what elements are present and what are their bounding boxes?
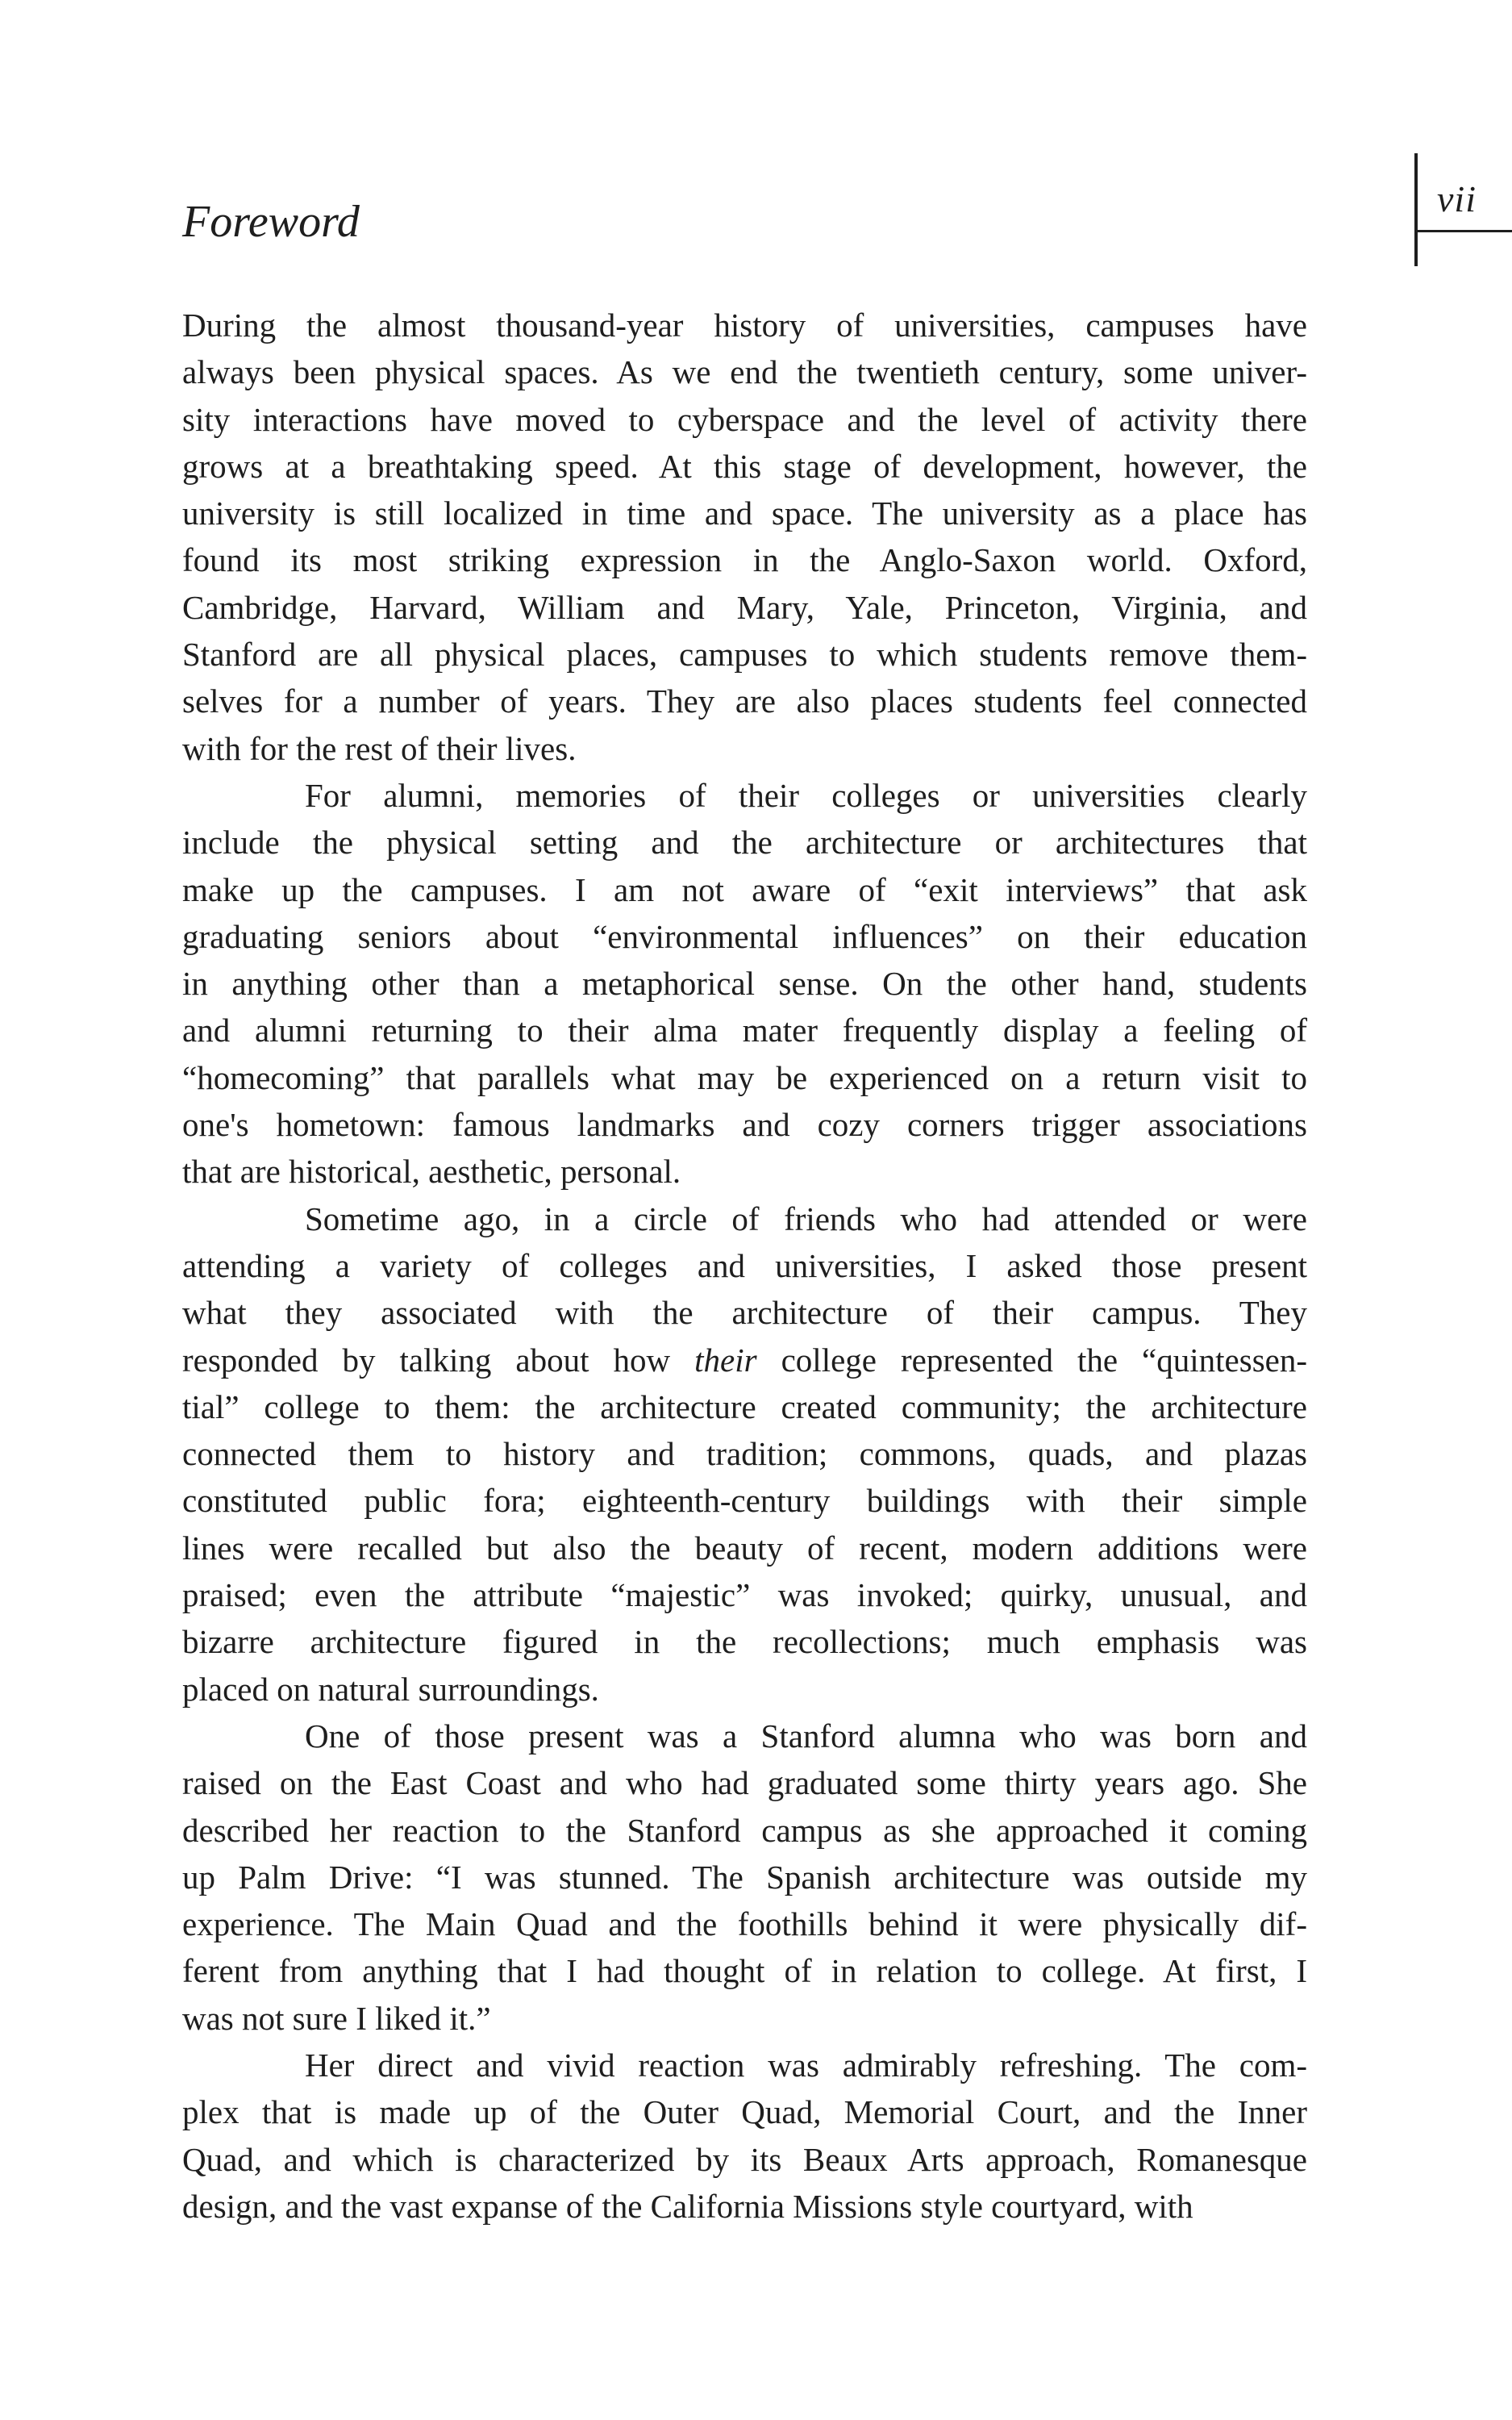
paragraph-line: One of those present was a Stanford alumna who was born and — [305, 1717, 1307, 1754]
paragraph-line: up Palm Drive: “I was stunned. The Spanish architecture was outside my — [182, 1858, 1307, 1896]
paragraph — [182, 772, 1307, 1195]
paragraph-line: experience. The Main Quad and the foothills behind it were physically dif- — [182, 1905, 1307, 1943]
paragraph-line: connected them to history and tradition; commons, quads, and plazas — [182, 1435, 1307, 1473]
paragraph-line: Quad, and which is characterized by its Beaux Arts approach, Romanesque — [182, 2140, 1307, 2178]
paragraph-line: and alumni returning to their alma mater frequently display a feeling of — [182, 1012, 1307, 1049]
paragraph-line: one's hometown: famous landmarks and cozy corners trigger associations — [182, 1106, 1307, 1144]
folio-rule-horizontal — [1414, 230, 1512, 232]
paragraph-line: sity interactions have moved to cyberspace and the level of activity there — [182, 400, 1307, 438]
line-segment: college represented the “quintessen- — [756, 1341, 1307, 1379]
paragraph-line: design, and the vast expanse of the California Missions style courtyard, with — [182, 2187, 1193, 2225]
paragraph — [182, 302, 1307, 772]
paragraph-line: raised on the East Coast and who had graduated some thirty years ago. She — [182, 1764, 1307, 1802]
paragraph — [182, 1195, 1307, 1713]
paragraph-line: include the physical setting and the architecture or architectures that — [182, 824, 1307, 862]
paragraph-line: attending a variety of colleges and universities, I asked those present — [182, 1246, 1307, 1284]
line-segment: responded by talking about how — [182, 1341, 695, 1379]
paragraph-line: Her direct and vivid reaction was admirably refreshing. The com- — [305, 2046, 1307, 2084]
page-number: vii — [1437, 178, 1477, 219]
paragraph-line: always been physical spaces. As we end the twentieth century, some univer- — [182, 353, 1307, 391]
paragraph-line: praised; even the attribute “majestic” was invoked; quirky, unusual, and — [182, 1576, 1307, 1614]
paragraph-line: For alumni, memories of their colleges or universities clearly — [305, 776, 1307, 814]
paragraph-line: Cambridge, Harvard, William and Mary, Yale, Princeton, Virginia, and — [182, 588, 1307, 626]
folio-rule-vertical — [1414, 153, 1418, 266]
paragraph-line: grows at a breathtaking speed. At this stage of development, however, the — [182, 447, 1307, 485]
paragraph-line: graduating seniors about “environmental influences” on their education — [182, 917, 1307, 955]
paragraph-line: make up the campuses. I am not aware of “exit interviews” that ask — [182, 870, 1307, 908]
paragraph-line: with for the rest of their lives. — [182, 729, 577, 767]
paragraph-line: described her reaction to the Stanford campus as she approached it coming — [182, 1811, 1307, 1849]
paragraph — [182, 1713, 1307, 2042]
paragraph-line — [182, 1337, 1307, 1383]
paragraph-line: During the almost thousand-year history of universities, campuses have — [182, 307, 1307, 344]
paragraph-line: what they associated with the architecture of their campus. They — [182, 1294, 1307, 1332]
paragraph-line: plex that is made up of the Outer Quad, Memorial Court, and the Inner — [182, 2093, 1307, 2131]
paragraph-line: selves for a number of years. They are also places students feel connected — [182, 682, 1307, 720]
foreword-body — [182, 302, 1307, 2230]
paragraph-line: constituted public fora; eighteenth-century buildings with their simple — [182, 1482, 1307, 1520]
paragraph-line: that are historical, aesthetic, personal. — [182, 1153, 681, 1191]
paragraph-line: placed on natural surroundings. — [182, 1670, 599, 1708]
paragraph-line: lines were recalled but also the beauty of recent, modern additions were — [182, 1529, 1307, 1567]
paragraph-line: in anything other than a metaphorical sense. On the other hand, students — [182, 965, 1307, 1003]
paragraph-line: Stanford are all physical places, campuses to which students remove them- — [182, 636, 1307, 674]
paragraph-line: tial” college to them: the architecture created community; the architecture — [182, 1387, 1307, 1425]
paragraph-line: “homecoming” that parallels what may be experienced on a return visit to — [182, 1058, 1307, 1096]
paragraph-line: ferent from anything that I had thought of in relation to college. At first, I — [182, 1952, 1307, 1990]
chapter-title: Foreword — [182, 197, 360, 247]
paragraph — [182, 2042, 1307, 2230]
paragraph-line: found its most striking expression in the Anglo-Saxon world. Oxford, — [182, 541, 1307, 579]
paragraph-line: bizarre architecture figured in the recollections; much emphasis was — [182, 1623, 1307, 1661]
paragraph-line: Sometime ago, in a circle of friends who had attended or were — [305, 1200, 1307, 1237]
paragraph-line: university is still localized in time and space. The university as a place has — [182, 494, 1307, 532]
emphasized-word: their — [694, 1341, 757, 1379]
paragraph-line: was not sure I liked it.” — [182, 1999, 491, 2037]
